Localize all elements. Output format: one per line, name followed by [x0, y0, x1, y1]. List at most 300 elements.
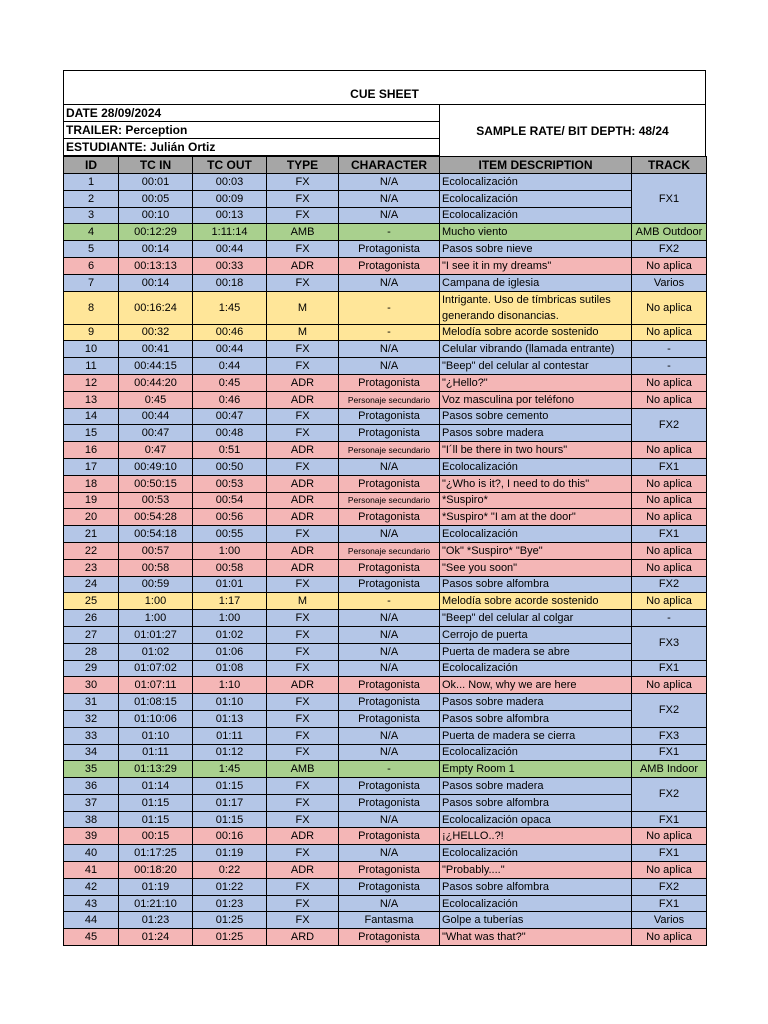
table-row [64, 828, 707, 845]
cell-description: "Beep" del celular al colgar [440, 610, 632, 627]
cell-type: ADR [267, 492, 339, 509]
cell-character: - [339, 761, 440, 778]
cell-track: No aplica [632, 291, 707, 324]
cell-description: Ecolocalización opaca [440, 811, 632, 828]
cell-tc-in: 00:14 [119, 274, 193, 291]
cell-tc-out: 1:17 [193, 593, 267, 610]
cell-tc-out: 01:02 [193, 626, 267, 643]
cell-description: Ok... Now, why we are here [440, 677, 632, 694]
cell-id: 18 [64, 475, 119, 492]
cell-tc-out: 01:25 [193, 912, 267, 929]
cell-tc-out: 00:44 [193, 341, 267, 358]
cell-tc-out: 00:54 [193, 492, 267, 509]
cell-type: FX [267, 744, 339, 761]
cell-type: ADR [267, 559, 339, 576]
cell-track: FX1 [632, 845, 707, 862]
cell-type: FX [267, 811, 339, 828]
cell-tc-in: 01:21:10 [119, 895, 193, 912]
cell-character: N/A [339, 610, 440, 627]
table-row [64, 391, 707, 408]
cell-description: Intrigante. Uso de tímbricas sutiles generando disonancias. [440, 291, 632, 324]
cell-track: FX2 [632, 878, 707, 895]
cell-id: 28 [64, 643, 119, 660]
cell-track: - [632, 341, 707, 358]
cell-tc-out: 00:50 [193, 458, 267, 475]
cell-tc-in: 00:44 [119, 408, 193, 425]
cue-sheet [63, 70, 706, 946]
cell-tc-in: 01:15 [119, 811, 193, 828]
cell-tc-in: 00:14 [119, 241, 193, 258]
cell-tc-in: 00:54:18 [119, 526, 193, 543]
cell-id: 17 [64, 458, 119, 475]
col-tc-out: TC OUT [193, 157, 267, 174]
cell-track: No aplica [632, 929, 707, 946]
cell-description: Celular vibrando (llamada entrante) [440, 341, 632, 358]
cell-description: Pasos sobre alfombra [440, 878, 632, 895]
cell-id: 30 [64, 677, 119, 694]
cell-description: "I see it in my dreams" [440, 257, 632, 274]
table-row [64, 542, 707, 559]
table-row [64, 174, 707, 191]
cell-description: Ecolocalización [440, 190, 632, 207]
table-row [64, 912, 707, 929]
table-row [64, 593, 707, 610]
cell-character: Personaje secundario [339, 492, 440, 509]
cell-character: N/A [339, 727, 440, 744]
cell-type: FX [267, 341, 339, 358]
cell-tc-out: 01:17 [193, 794, 267, 811]
table-row [64, 207, 707, 224]
cell-tc-out: 1:45 [193, 761, 267, 778]
cell-track: FX1 [632, 174, 707, 224]
cell-id: 31 [64, 694, 119, 711]
table-row [64, 895, 707, 912]
cell-description: Pasos sobre madera [440, 778, 632, 795]
cell-tc-in: 00:13:13 [119, 257, 193, 274]
cell-character: Protagonista [339, 509, 440, 526]
cell-track: FX1 [632, 660, 707, 677]
cell-character: Personaje secundario [339, 542, 440, 559]
cell-track: AMB Indoor [632, 761, 707, 778]
cell-id: 11 [64, 358, 119, 375]
cell-id: 7 [64, 274, 119, 291]
cell-description: Pasos sobre cemento [440, 408, 632, 425]
cell-character: N/A [339, 660, 440, 677]
cell-tc-out: 01:23 [193, 895, 267, 912]
cell-type: FX [267, 643, 339, 660]
cell-type: FX [267, 425, 339, 442]
cell-id: 38 [64, 811, 119, 828]
cell-type: FX [267, 878, 339, 895]
cell-tc-out: 01:06 [193, 643, 267, 660]
cell-track: - [632, 358, 707, 375]
cell-character: N/A [339, 358, 440, 375]
cell-description: Pasos sobre madera [440, 425, 632, 442]
cell-track: FX1 [632, 744, 707, 761]
cell-description: Ecolocalización [440, 174, 632, 191]
col-tc-in: TC IN [119, 157, 193, 174]
cell-character: N/A [339, 845, 440, 862]
cell-tc-in: 00:18:20 [119, 862, 193, 879]
cell-character: N/A [339, 207, 440, 224]
cell-id: 8 [64, 291, 119, 324]
cell-type: ADR [267, 677, 339, 694]
cell-type: ADR [267, 257, 339, 274]
cell-id: 4 [64, 224, 119, 241]
cell-tc-out: 00:18 [193, 274, 267, 291]
cell-character: Protagonista [339, 374, 440, 391]
cell-tc-in: 01:23 [119, 912, 193, 929]
table-row [64, 408, 707, 425]
cell-tc-in: 00:15 [119, 828, 193, 845]
sheet-header [63, 70, 706, 156]
cue-table [63, 156, 707, 946]
cell-track: No aplica [632, 391, 707, 408]
cell-track: FX2 [632, 241, 707, 258]
cell-tc-out: 00:47 [193, 408, 267, 425]
cell-character: - [339, 593, 440, 610]
cell-type: FX [267, 710, 339, 727]
cell-description: Pasos sobre alfombra [440, 576, 632, 593]
cell-tc-in: 01:15 [119, 794, 193, 811]
cell-tc-out: 01:15 [193, 811, 267, 828]
cell-tc-out: 00:44 [193, 241, 267, 258]
cell-description: Empty Room 1 [440, 761, 632, 778]
cell-track: FX1 [632, 458, 707, 475]
cell-type: FX [267, 845, 339, 862]
cell-track: No aplica [632, 559, 707, 576]
cell-tc-in: 00:44:20 [119, 374, 193, 391]
cell-description: Voz masculina por teléfono [440, 391, 632, 408]
cell-description: Ecolocalización [440, 660, 632, 677]
cell-tc-in: 01:07:11 [119, 677, 193, 694]
date-field: DATE 28/09/2024 [64, 105, 439, 122]
cell-tc-in: 1:00 [119, 610, 193, 627]
cell-character: - [339, 224, 440, 241]
cell-description: Campana de iglesia [440, 274, 632, 291]
table-row [64, 811, 707, 828]
cue-rows [64, 174, 707, 946]
cell-track: FX1 [632, 895, 707, 912]
cell-tc-in: 00:05 [119, 190, 193, 207]
cell-type: ADR [267, 862, 339, 879]
table-row [64, 643, 707, 660]
cell-tc-out: 01:13 [193, 710, 267, 727]
cell-tc-in: 00:44:15 [119, 358, 193, 375]
cell-tc-out: 01:01 [193, 576, 267, 593]
cell-id: 1 [64, 174, 119, 191]
cell-tc-in: 01:19 [119, 878, 193, 895]
table-row [64, 241, 707, 258]
cell-track: No aplica [632, 492, 707, 509]
table-row [64, 862, 707, 879]
table-row [64, 576, 707, 593]
cell-type: FX [267, 727, 339, 744]
cell-description: "Ok" *Suspiro* "Bye" [440, 542, 632, 559]
cell-description: Golpe a tuberías [440, 912, 632, 929]
cell-character: N/A [339, 458, 440, 475]
cell-character: N/A [339, 341, 440, 358]
cell-character: Personaje secundario [339, 442, 440, 459]
cell-character: Protagonista [339, 828, 440, 845]
cell-description: "Probably...." [440, 862, 632, 879]
table-row [64, 845, 707, 862]
cell-description: Pasos sobre alfombra [440, 710, 632, 727]
cell-type: ADR [267, 509, 339, 526]
cell-tc-out: 01:10 [193, 694, 267, 711]
cell-type: FX [267, 610, 339, 627]
cell-description: Pasos sobre madera [440, 694, 632, 711]
cell-id: 24 [64, 576, 119, 593]
cell-track: No aplica [632, 828, 707, 845]
cell-character: Protagonista [339, 576, 440, 593]
cell-description: Melodía sobre acorde sostenido [440, 324, 632, 341]
cell-tc-in: 00:47 [119, 425, 193, 442]
student-field: ESTUDIANTE: Julián Ortiz [64, 139, 439, 156]
cell-description: "What was that?" [440, 929, 632, 946]
table-row [64, 778, 707, 795]
cell-tc-in: 0:45 [119, 391, 193, 408]
cell-type: M [267, 291, 339, 324]
cell-tc-in: 01:08:15 [119, 694, 193, 711]
cell-id: 19 [64, 492, 119, 509]
cell-character: Protagonista [339, 241, 440, 258]
cell-description: Melodía sobre acorde sostenido [440, 593, 632, 610]
cell-type: FX [267, 207, 339, 224]
cell-character: Protagonista [339, 778, 440, 795]
cell-description: Pasos sobre alfombra [440, 794, 632, 811]
table-row [64, 677, 707, 694]
cell-tc-out: 00:03 [193, 174, 267, 191]
cell-tc-in: 00:50:15 [119, 475, 193, 492]
cell-type: FX [267, 895, 339, 912]
cell-id: 45 [64, 929, 119, 946]
cell-tc-in: 0:47 [119, 442, 193, 459]
cell-type: FX [267, 174, 339, 191]
cell-character: Protagonista [339, 694, 440, 711]
cell-type: ADR [267, 374, 339, 391]
cell-id: 20 [64, 509, 119, 526]
cell-character: Protagonista [339, 862, 440, 879]
cell-tc-in: 01:13:29 [119, 761, 193, 778]
table-row [64, 509, 707, 526]
cell-character: N/A [339, 895, 440, 912]
cell-tc-out: 1:10 [193, 677, 267, 694]
cell-tc-in: 01:10 [119, 727, 193, 744]
cell-track: FX1 [632, 811, 707, 828]
cell-track: FX3 [632, 727, 707, 744]
cell-character: Protagonista [339, 878, 440, 895]
cell-id: 6 [64, 257, 119, 274]
cell-track: FX2 [632, 576, 707, 593]
cell-tc-out: 00:48 [193, 425, 267, 442]
cell-description: "I´ll be there in two hours" [440, 442, 632, 459]
cell-track: FX2 [632, 778, 707, 812]
cell-type: FX [267, 358, 339, 375]
cell-track: Varios [632, 274, 707, 291]
cell-description: Puerta de madera se abre [440, 643, 632, 660]
cell-tc-out: 00:58 [193, 559, 267, 576]
cell-character: N/A [339, 274, 440, 291]
cell-tc-in: 00:10 [119, 207, 193, 224]
cell-character: - [339, 291, 440, 324]
table-row [64, 526, 707, 543]
cell-track: AMB Outdoor [632, 224, 707, 241]
cell-id: 9 [64, 324, 119, 341]
cell-description: "¿Who is it?, I need to do this" [440, 475, 632, 492]
cell-type: FX [267, 626, 339, 643]
cell-character: N/A [339, 526, 440, 543]
cell-description: ¡¿HELLO..?! [440, 828, 632, 845]
table-row [64, 291, 707, 324]
table-row [64, 224, 707, 241]
cell-tc-in: 01:14 [119, 778, 193, 795]
col-item-description: ITEM DESCRIPTION [440, 157, 632, 174]
cell-track: FX1 [632, 526, 707, 543]
table-row [64, 761, 707, 778]
cell-tc-out: 0:51 [193, 442, 267, 459]
cell-tc-in: 1:00 [119, 593, 193, 610]
cell-tc-out: 0:44 [193, 358, 267, 375]
cell-track: No aplica [632, 542, 707, 559]
table-row [64, 341, 707, 358]
cell-type: ARD [267, 929, 339, 946]
cell-character: Protagonista [339, 559, 440, 576]
cell-character: Protagonista [339, 677, 440, 694]
cell-id: 5 [64, 241, 119, 258]
cell-tc-out: 0:45 [193, 374, 267, 391]
cell-description: Pasos sobre nieve [440, 241, 632, 258]
table-row [64, 190, 707, 207]
cell-id: 2 [64, 190, 119, 207]
cell-tc-in: 00:49:10 [119, 458, 193, 475]
cell-tc-in: 00:12:29 [119, 224, 193, 241]
cell-tc-in: 00:54:28 [119, 509, 193, 526]
sample-rate-field: SAMPLE RATE/ BIT DEPTH: 48/24 [476, 123, 669, 138]
cell-track: FX2 [632, 408, 707, 442]
cell-character: Protagonista [339, 408, 440, 425]
cell-type: ADR [267, 442, 339, 459]
cell-id: 10 [64, 341, 119, 358]
cell-tc-out: 00:56 [193, 509, 267, 526]
cell-id: 41 [64, 862, 119, 879]
cell-id: 29 [64, 660, 119, 677]
cell-description: Cerrojo de puerta [440, 626, 632, 643]
cell-type: M [267, 324, 339, 341]
cell-character: Protagonista [339, 425, 440, 442]
cell-tc-in: 00:16:24 [119, 291, 193, 324]
cell-description: Mucho viento [440, 224, 632, 241]
cell-id: 21 [64, 526, 119, 543]
cell-type: AMB [267, 761, 339, 778]
cell-description: *Suspiro* "I am at the door" [440, 509, 632, 526]
cell-character: - [339, 324, 440, 341]
cell-type: FX [267, 274, 339, 291]
cell-tc-out: 01:11 [193, 727, 267, 744]
cell-character: N/A [339, 811, 440, 828]
cell-track: - [632, 610, 707, 627]
cell-character: N/A [339, 626, 440, 643]
cell-tc-out: 01:12 [193, 744, 267, 761]
cell-track: FX3 [632, 626, 707, 660]
table-row [64, 442, 707, 459]
table-row [64, 694, 707, 711]
col-track: TRACK [632, 157, 707, 174]
cell-tc-in: 01:07:02 [119, 660, 193, 677]
cell-id: 26 [64, 610, 119, 627]
cell-tc-in: 01:24 [119, 929, 193, 946]
cell-type: FX [267, 660, 339, 677]
cell-character: N/A [339, 643, 440, 660]
cell-tc-out: 00:46 [193, 324, 267, 341]
table-row [64, 626, 707, 643]
cell-tc-in: 01:17:25 [119, 845, 193, 862]
cell-character: Protagonista [339, 794, 440, 811]
table-row [64, 710, 707, 727]
cell-description: Ecolocalización [440, 744, 632, 761]
column-header-row [64, 157, 707, 174]
cell-track: No aplica [632, 442, 707, 459]
cell-track: FX2 [632, 694, 707, 728]
col-character: CHARACTER [339, 157, 440, 174]
cell-type: ADR [267, 391, 339, 408]
col-type: TYPE [267, 157, 339, 174]
table-row [64, 929, 707, 946]
cell-id: 35 [64, 761, 119, 778]
cell-character: Protagonista [339, 257, 440, 274]
cell-tc-in: 01:10:06 [119, 710, 193, 727]
cell-track: No aplica [632, 374, 707, 391]
table-row [64, 475, 707, 492]
cell-id: 43 [64, 895, 119, 912]
cell-id: 23 [64, 559, 119, 576]
cell-id: 32 [64, 710, 119, 727]
cell-tc-in: 00:01 [119, 174, 193, 191]
cell-tc-in: 00:58 [119, 559, 193, 576]
table-row [64, 610, 707, 627]
cell-type: AMB [267, 224, 339, 241]
cell-id: 34 [64, 744, 119, 761]
col-id: ID [64, 157, 119, 174]
cell-tc-in: 00:53 [119, 492, 193, 509]
table-row [64, 425, 707, 442]
cell-tc-out: 1:00 [193, 542, 267, 559]
table-row [64, 324, 707, 341]
cell-type: FX [267, 408, 339, 425]
cell-description: Ecolocalización [440, 845, 632, 862]
cell-id: 44 [64, 912, 119, 929]
cell-tc-out: 00:09 [193, 190, 267, 207]
cell-id: 39 [64, 828, 119, 845]
cell-character: Protagonista [339, 929, 440, 946]
cell-type: ADR [267, 475, 339, 492]
cell-character: N/A [339, 744, 440, 761]
cell-tc-out: 0:46 [193, 391, 267, 408]
cell-tc-out: 01:19 [193, 845, 267, 862]
table-row [64, 274, 707, 291]
table-row [64, 660, 707, 677]
cell-tc-out: 00:13 [193, 207, 267, 224]
table-row [64, 257, 707, 274]
cell-tc-in: 00:59 [119, 576, 193, 593]
cell-id: 33 [64, 727, 119, 744]
table-row [64, 458, 707, 475]
cell-description: Ecolocalización [440, 207, 632, 224]
trailer-field: TRAILER: Perception [64, 122, 439, 139]
cell-character: Protagonista [339, 710, 440, 727]
cell-id: 12 [64, 374, 119, 391]
cell-type: FX [267, 526, 339, 543]
